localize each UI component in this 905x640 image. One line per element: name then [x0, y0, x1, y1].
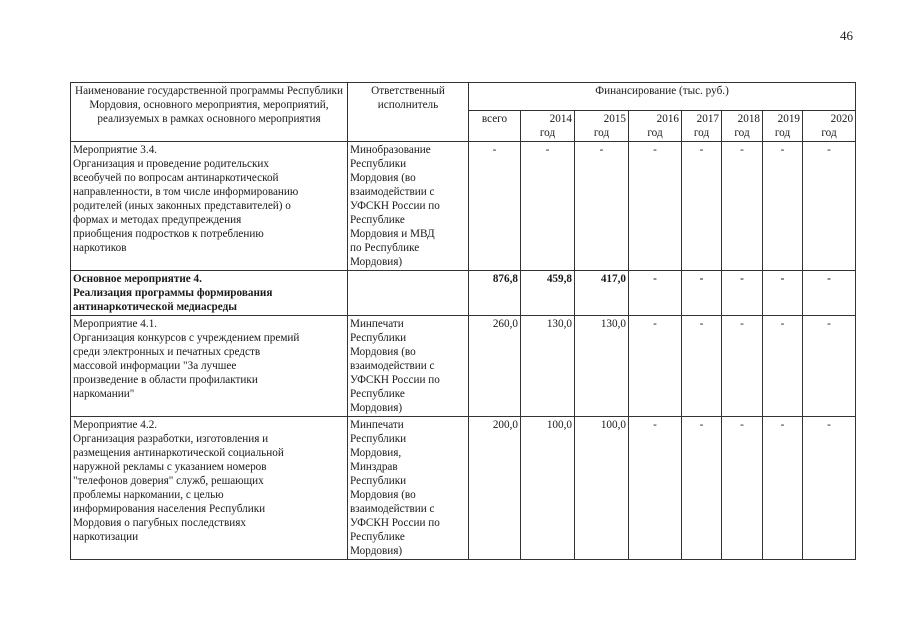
main-activity-row — [71, 271, 856, 316]
executor-line: Мордовия (во — [350, 346, 416, 358]
value-year: - — [629, 417, 682, 560]
value-year: 100,0 — [521, 417, 575, 560]
executor-line: Мордовия) — [350, 256, 403, 268]
value-year: - — [803, 417, 856, 560]
header-total: всего — [469, 111, 521, 142]
responsible-executor — [348, 142, 469, 271]
activity-name-line: произведение в области профилактики — [73, 374, 258, 386]
activity-name-line: Организация разработки, изготовления и — [73, 433, 269, 445]
value-year: 130,0 — [521, 316, 575, 417]
page-number: 46 — [840, 28, 853, 43]
activity-name-line: наркотизации — [73, 531, 139, 543]
activity-name-line: всеобучей по вопросам антинаркотической — [73, 172, 279, 184]
activity-name-line: размещения антинаркотической социальной — [73, 447, 284, 459]
header-executor: Ответственный исполнитель — [348, 83, 469, 142]
value-year: - — [763, 316, 803, 417]
activity-name — [71, 417, 348, 560]
executor-line: Минпечати — [350, 318, 404, 330]
executor-line: Мордовия (во — [350, 172, 416, 184]
header-year-2020: 2020 год — [803, 111, 856, 142]
value-year: - — [722, 271, 763, 316]
value-year: 459,8 — [521, 271, 575, 316]
executor-line: взаимодействии с — [350, 360, 435, 372]
executor-line: Республике — [350, 531, 405, 543]
value-year: - — [763, 417, 803, 560]
activity-row — [71, 316, 856, 417]
responsible-executor — [348, 316, 469, 417]
responsible-executor — [348, 271, 469, 316]
activity-name-line: Организация конкурсов с учреждением премий — [73, 332, 300, 344]
activity-name-line: Мероприятие 3.4. — [73, 144, 158, 156]
value-year: - — [803, 271, 856, 316]
activity-name — [71, 316, 348, 417]
value-year: - — [803, 316, 856, 417]
value-year: - — [682, 142, 722, 271]
header-name: Наименование государственной программы Республики Мордовия, основного мероприятия, мероприятий, реализуемых в рамках основного мероприятия — [71, 83, 348, 142]
value-year: - — [722, 142, 763, 271]
value-year: - — [575, 142, 629, 271]
executor-line: Мордовия (во — [350, 489, 416, 501]
executor-line: Мордовия) — [350, 545, 403, 557]
executor-line: Мордовия и МВД — [350, 228, 435, 240]
value-year: - — [682, 271, 722, 316]
header-year-2016: 2016 год — [629, 111, 682, 142]
activity-name-line: проблемы наркомании, с целью — [73, 489, 224, 501]
value-year: - — [629, 142, 682, 271]
value-year: - — [803, 142, 856, 271]
executor-line: Республике — [350, 214, 405, 226]
header-year-2015: 2015 год — [575, 111, 629, 142]
value-total: 260,0 — [469, 316, 521, 417]
value-year: 130,0 — [575, 316, 629, 417]
activity-name-line: антинаркотической медиасреды — [73, 301, 237, 313]
financing-table — [70, 82, 856, 560]
activity-name-line: Мордовия о пагубных последствиях — [73, 517, 246, 529]
header-year-2017: 2017 год — [682, 111, 722, 142]
activity-row — [71, 142, 856, 271]
activity-name-line: наркотиков — [73, 242, 127, 254]
activity-name-line: Организация и проведение родительских — [73, 158, 269, 170]
activity-row — [71, 417, 856, 560]
value-total: - — [469, 142, 521, 271]
activity-name — [71, 271, 348, 316]
executor-line: взаимодействии с — [350, 186, 435, 198]
activity-name — [71, 142, 348, 271]
activity-name-line: массовой информации "За лучшее — [73, 360, 237, 372]
activity-name-line: Мероприятие 4.1. — [73, 318, 158, 330]
value-year: - — [763, 271, 803, 316]
value-year: - — [682, 316, 722, 417]
activity-name-line: формах и методах предупреждения — [73, 214, 242, 226]
value-year: - — [629, 316, 682, 417]
executor-line: по Республике — [350, 242, 420, 254]
executor-line: Республики — [350, 475, 407, 487]
value-year: 100,0 — [575, 417, 629, 560]
value-year: - — [682, 417, 722, 560]
table-body — [71, 142, 856, 560]
executor-line: Мордовия, — [350, 447, 402, 459]
responsible-executor — [348, 417, 469, 560]
executor-line: Республике — [350, 388, 405, 400]
activity-name-line: наркомании" — [73, 388, 135, 400]
executor-line: Республики — [350, 332, 407, 344]
activity-name-line: "телефонов доверия" служб, решающих — [73, 475, 264, 487]
header-year-2019: 2019 год — [763, 111, 803, 142]
executor-line: взаимодействии с — [350, 503, 435, 515]
activity-name-line: направленности, в том числе информированию — [73, 186, 299, 198]
header-year-2014: 2014 год — [521, 111, 575, 142]
activity-name-line: родителей (иных законных представителей) о — [73, 200, 291, 212]
activity-name-line: Основное мероприятие 4. — [73, 273, 202, 285]
executor-line: УФСКН России по — [350, 200, 440, 212]
executor-line: УФСКН России по — [350, 374, 440, 386]
activity-name-line: Реализация программы формирования — [73, 287, 273, 299]
header-row-top — [71, 83, 856, 111]
value-total: 876,8 — [469, 271, 521, 316]
executor-line: Минпечати — [350, 419, 404, 431]
value-year: - — [763, 142, 803, 271]
activity-name-line: наружной рекламы с указанием номеров — [73, 461, 267, 473]
activity-name-line: информирования населения Республики — [73, 503, 266, 515]
header-year-2018: 2018 год — [722, 111, 763, 142]
value-year: 417,0 — [575, 271, 629, 316]
executor-line: Мордовия) — [350, 402, 403, 414]
value-year: - — [521, 142, 575, 271]
executor-line: Минздрав — [350, 461, 398, 473]
activity-name-line: Мероприятие 4.2. — [73, 419, 158, 431]
value-year: - — [629, 271, 682, 316]
activity-name-line: приобщения подростков к потреблению — [73, 228, 264, 240]
executor-line: УФСКН России по — [350, 517, 440, 529]
value-year: - — [722, 316, 763, 417]
header-financing: Финансирование (тыс. руб.) — [469, 83, 856, 111]
value-year: - — [722, 417, 763, 560]
executor-line: Минобразование — [350, 144, 431, 156]
executor-line: Республики — [350, 158, 407, 170]
executor-line: Республики — [350, 433, 407, 445]
activity-name-line: среди электронных и печатных средств — [73, 346, 261, 358]
value-total: 200,0 — [469, 417, 521, 560]
